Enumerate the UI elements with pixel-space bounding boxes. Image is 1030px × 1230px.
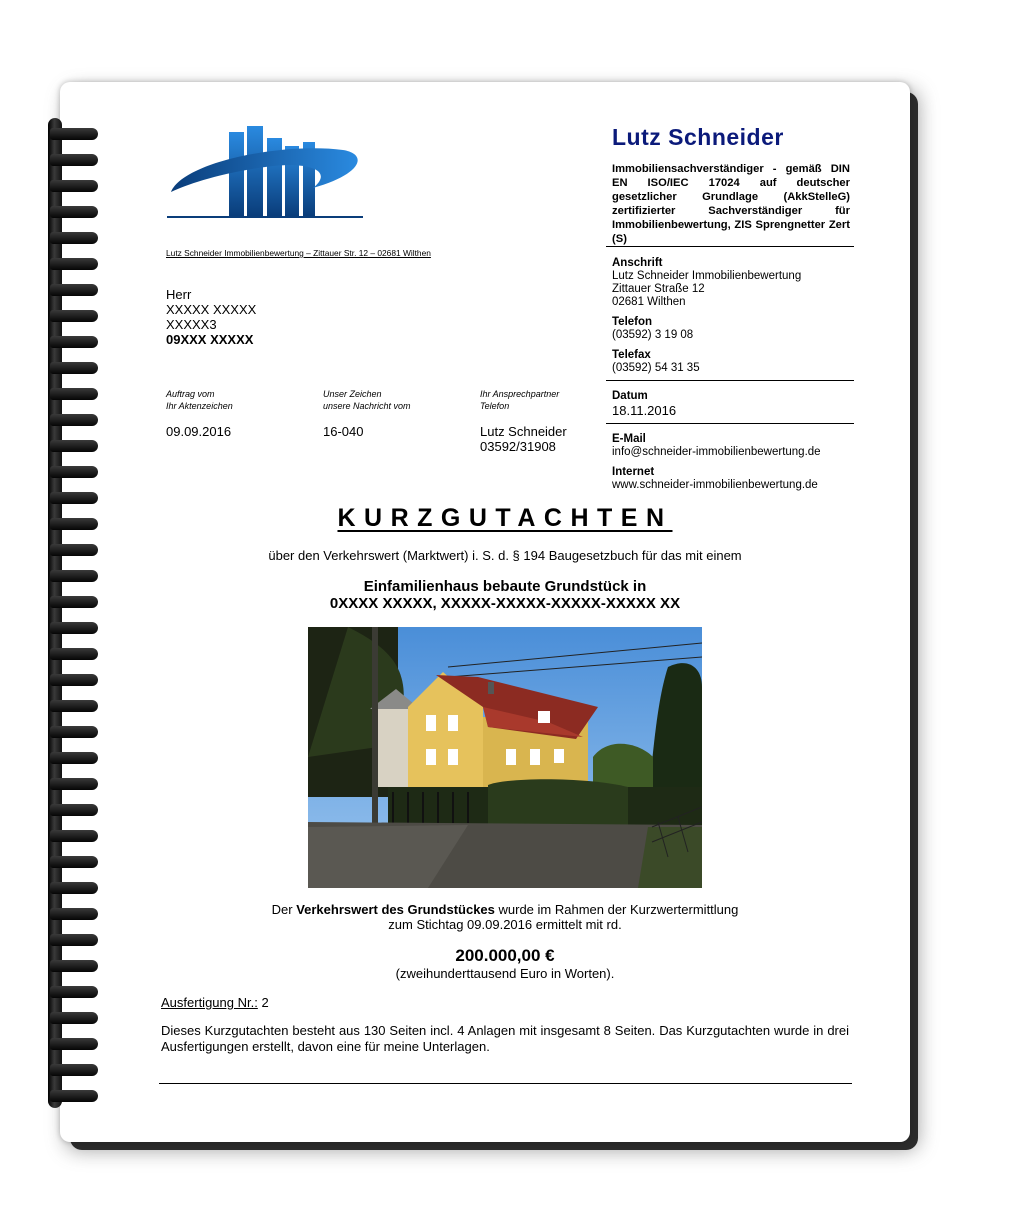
binding-ring <box>50 466 98 478</box>
binding-ring <box>50 232 98 244</box>
market-value: 200.000,00 € <box>455 946 555 965</box>
reference-label: Unser Zeichen <box>323 389 382 399</box>
divider <box>606 380 854 381</box>
property-photo <box>308 627 702 888</box>
binding-ring <box>50 414 98 426</box>
caption-line: zum Stichtag 09.09.2016 ermittelt mit rd. <box>388 917 622 932</box>
divider <box>606 246 854 247</box>
recipient-salutation: Herr <box>166 287 192 302</box>
binding-ring <box>50 1012 98 1024</box>
closing-paragraph: Dieses Kurzgutachten besteht aus 130 Seiten incl. 4 Anlagen mit insgesamt 8 Seiten. Das Kurzgutachten wurde in drei Ausfertigungen erstellt, davon eine für meine Unterlagen. <box>161 1023 849 1054</box>
binding-ring <box>50 310 98 322</box>
divider <box>606 423 854 424</box>
fax-value: (03592) 54 31 35 <box>612 362 700 374</box>
binding-ring <box>50 1090 98 1102</box>
internet-block <box>612 465 818 492</box>
company-name: Lutz Schneider <box>612 124 784 150</box>
binding-ring <box>50 830 98 842</box>
binding-ring <box>50 700 98 712</box>
binding-ring <box>50 362 98 374</box>
address-line: 02681 Wilthen <box>612 296 686 308</box>
logo-tower <box>247 126 263 216</box>
binding-ring <box>50 856 98 868</box>
internet-label: Internet <box>612 466 655 478</box>
phone-block <box>612 315 693 342</box>
recipient-city: 09XXX XXXXX <box>166 332 254 347</box>
email-label: E-Mail <box>612 433 646 445</box>
binding-ring <box>50 128 98 140</box>
date-value: 18.11.2016 <box>612 403 677 418</box>
binding-ring <box>50 1038 98 1050</box>
logo-swoosh <box>171 148 358 192</box>
website-link[interactable]: www.schneider-immobilienbewertung.de <box>612 479 818 491</box>
binding-ring <box>50 154 98 166</box>
reference-order <box>166 388 233 439</box>
caption-pre: Der <box>271 902 297 917</box>
caption-line <box>0 902 1010 917</box>
binding-ring <box>50 1064 98 1076</box>
property-description <box>0 578 1010 612</box>
reference-label: Ihr Aktenzeichen <box>166 401 233 411</box>
recipient-name: XXXXX XXXXX <box>166 302 257 317</box>
binding-ring <box>50 492 98 504</box>
document-subtitle: über den Verkehrswert (Marktwert) i. S. d. § 194 Baugesetzbuch für das mit einem <box>268 548 742 563</box>
reference-contact <box>480 388 567 454</box>
binding-ring <box>50 258 98 270</box>
document-title: KURZGUTACHTEN <box>337 504 673 532</box>
recipient-address <box>166 287 256 347</box>
reference-our-sign <box>323 388 411 439</box>
phone-label: Telefon <box>612 316 653 328</box>
fax-block <box>612 348 700 375</box>
property-line: 0XXXX XXXXX, XXXXX-XXXXX-XXXXX-XXXXX XX <box>329 595 681 612</box>
binding-ring <box>50 752 98 764</box>
binding-ring <box>50 934 98 946</box>
caption-bold: Verkehrswert des Grundstückes <box>296 902 495 917</box>
fax-label: Telefax <box>612 349 651 361</box>
company-description: Immobiliensachverständiger - gemäß DIN EN ISO/IEC 17024 auf deutscher gesetzlicher Grundlage (AkkStelleG) zertifizierter Sachverständiger für Immobilienbewertung, ZIS Sprengnetter Zert (S) <box>612 163 850 245</box>
binding-ring <box>50 778 98 790</box>
recipient-street: XXXXX3 <box>166 317 217 332</box>
phone-value: (03592) 3 19 08 <box>612 329 694 341</box>
reference-value: 16-040 <box>323 424 364 439</box>
binding-ring <box>50 674 98 686</box>
reference-value: Lutz Schneider <box>480 424 567 439</box>
reference-label: Telefon <box>480 401 510 411</box>
date-block <box>612 389 676 419</box>
copy-number <box>161 995 269 1010</box>
binding-ring <box>50 804 98 816</box>
binding-ring <box>50 440 98 452</box>
logo-tower <box>267 138 282 216</box>
binding-ring <box>50 986 98 998</box>
binding-ring <box>50 882 98 894</box>
binding-ring <box>50 726 98 738</box>
reference-value: 03592/31908 <box>480 439 556 454</box>
reference-label: unsere Nachricht vom <box>323 401 411 411</box>
binding-ring <box>50 180 98 192</box>
copy-label: Ausfertigung Nr.: <box>161 995 258 1010</box>
binding-ring <box>50 622 98 634</box>
binding-ring <box>50 388 98 400</box>
copy-value: 2 <box>261 995 269 1010</box>
reference-label: Ihr Ansprechpartner <box>480 389 560 399</box>
binding-ring <box>50 648 98 660</box>
binding-ring <box>50 284 98 296</box>
logo-baseline <box>167 216 363 218</box>
property-line: Einfamilienhaus bebaute Grundstück in <box>363 578 647 595</box>
binding-ring <box>50 336 98 348</box>
reference-value: 09.09.2016 <box>166 424 232 439</box>
footer-divider <box>159 1083 852 1084</box>
company-logo <box>163 122 373 226</box>
address-line: Zittauer Straße 12 <box>612 283 705 295</box>
email-link[interactable]: info@schneider-immobilienbewertung.de <box>612 446 821 458</box>
address-label: Anschrift <box>612 257 663 269</box>
market-value-words: (zweihunderttausend Euro in Worten). <box>395 966 615 981</box>
sender-line: Lutz Schneider Immobilienbewertung – Zittauer Str. 12 – 02681 Wilthen <box>166 248 431 258</box>
binding-ring <box>50 206 98 218</box>
address-block <box>612 256 852 309</box>
caption-post: wurde im Rahmen der Kurzwertermittlung <box>494 902 739 917</box>
logo-tower <box>229 132 244 216</box>
date-label: Datum <box>612 390 648 402</box>
address-line: Lutz Schneider Immobilienbewertung <box>612 270 802 282</box>
reference-label: Auftrag vom <box>166 389 215 399</box>
valuation-caption <box>0 902 1010 932</box>
email-block <box>612 432 821 459</box>
